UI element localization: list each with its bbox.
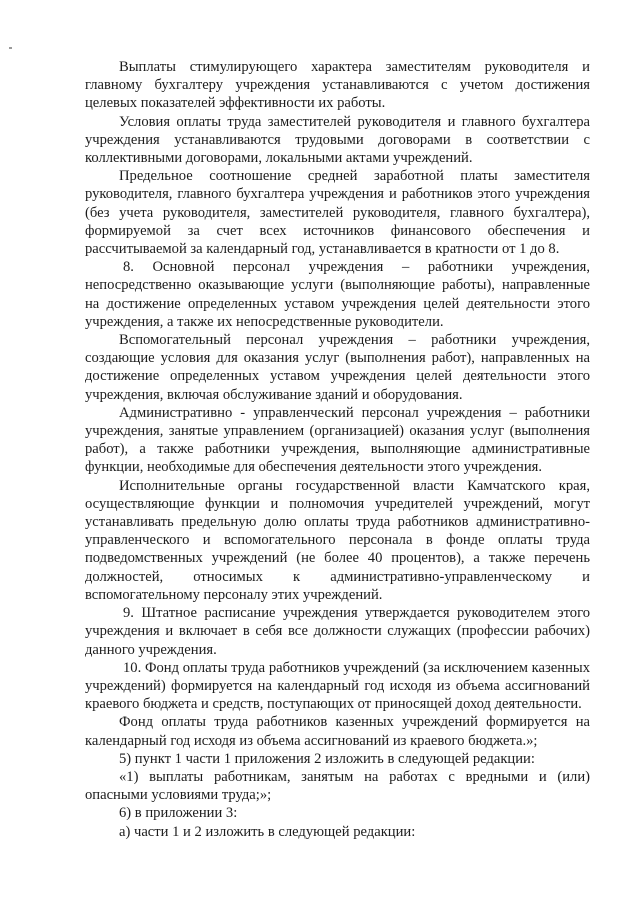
paragraph: 8. Основной персонал учреждения – работники учреждения, непосредственно оказывающие услуги (выполняющие работы), направленные на достижение определенных уставом учреждения целей деятельности этого учреждения, а также их непосредственные руководители.	[85, 259, 590, 330]
paragraph: «1) выплаты работникам, занятым на работах с вредными и (или) опасными условиями труда;»;	[85, 768, 590, 804]
paragraph: Административно - управленческий персонал учреждения – работники учреждения, занятые управлением (организацией) оказания услуг (выполнения работ), а также работники учреждения, выполняющие административные функции, необходимые для обеспечения деятельности этого учреждения.	[85, 404, 590, 476]
paragraph: 6) в приложении 3:	[119, 805, 238, 822]
paragraph: Предельное соотношение средней заработной платы заместителя руководителя, главного бухгалтера учреждения и работников этого учреждения (без учета руководителя, заместителей руководителя, главного бухгалтера), формируемой за счет всех источников финансового обеспечения и рассчитываемой за календарный год, устанавливается в кратности от 1 до 8.	[85, 168, 590, 258]
paragraph: Фонд оплаты труда работников казенных учреждений формируется на календарный год исходя из объема ассигнований из краевого бюджета.»;	[85, 714, 590, 749]
paragraph: 5) пункт 1 части 1 приложения 2 изложить в следующей редакции:	[119, 750, 535, 767]
paragraph: а) части 1 и 2 изложить в следующей редакции:	[119, 823, 416, 840]
paragraph: Выплаты стимулирующего характера заместителям руководителя и главному бухгалтеру учреждения устанавливаются с учетом достижения целевых показателей эффективности их работы.	[85, 59, 590, 112]
paragraph: Вспомогательный персонал учреждения – работники учреждения, создающие условия для оказания услуг (выполнения работ), направленных на достижение определенных уставом учреждения целей деятельности этого учреждения, включая обслуживание зданий и оборудования.	[85, 332, 590, 403]
paragraph: 10. Фонд оплаты труда работников учреждений (за исключением казенных учреждений) формируется на календарный год исходя из объема ассигнований краевого бюджета и средств, поступающих от приносящей доход деятельности.	[85, 659, 590, 713]
paragraph: 9. Штатное расписание учреждения утверждается руководителем этого учреждения и включает в себя все должности служащих (профессии рабочих) данного учреждения.	[85, 605, 590, 658]
scan-mark	[9, 47, 12, 49]
document-body	[85, 58, 590, 841]
paragraph: Исполнительные органы государственной власти Камчатского края, осуществляющие функции и полномочия учредителей учреждений, могут устанавливать предельную долю оплаты труда работников административно-управленческого и вспомогательного персонала в фонде оплаты труда подведомственных учреждений (не более 40 процентов), а также перечень должностей, относимых к административно-управленческому и вспомогательному персоналу этих учреждений.	[85, 477, 590, 603]
paragraph: Условия оплаты труда заместителей руководителя и главного бухгалтера учреждения устанавливаются трудовыми договорами в соответствии с коллективными договорами, локальными актами учреждений.	[85, 113, 590, 167]
